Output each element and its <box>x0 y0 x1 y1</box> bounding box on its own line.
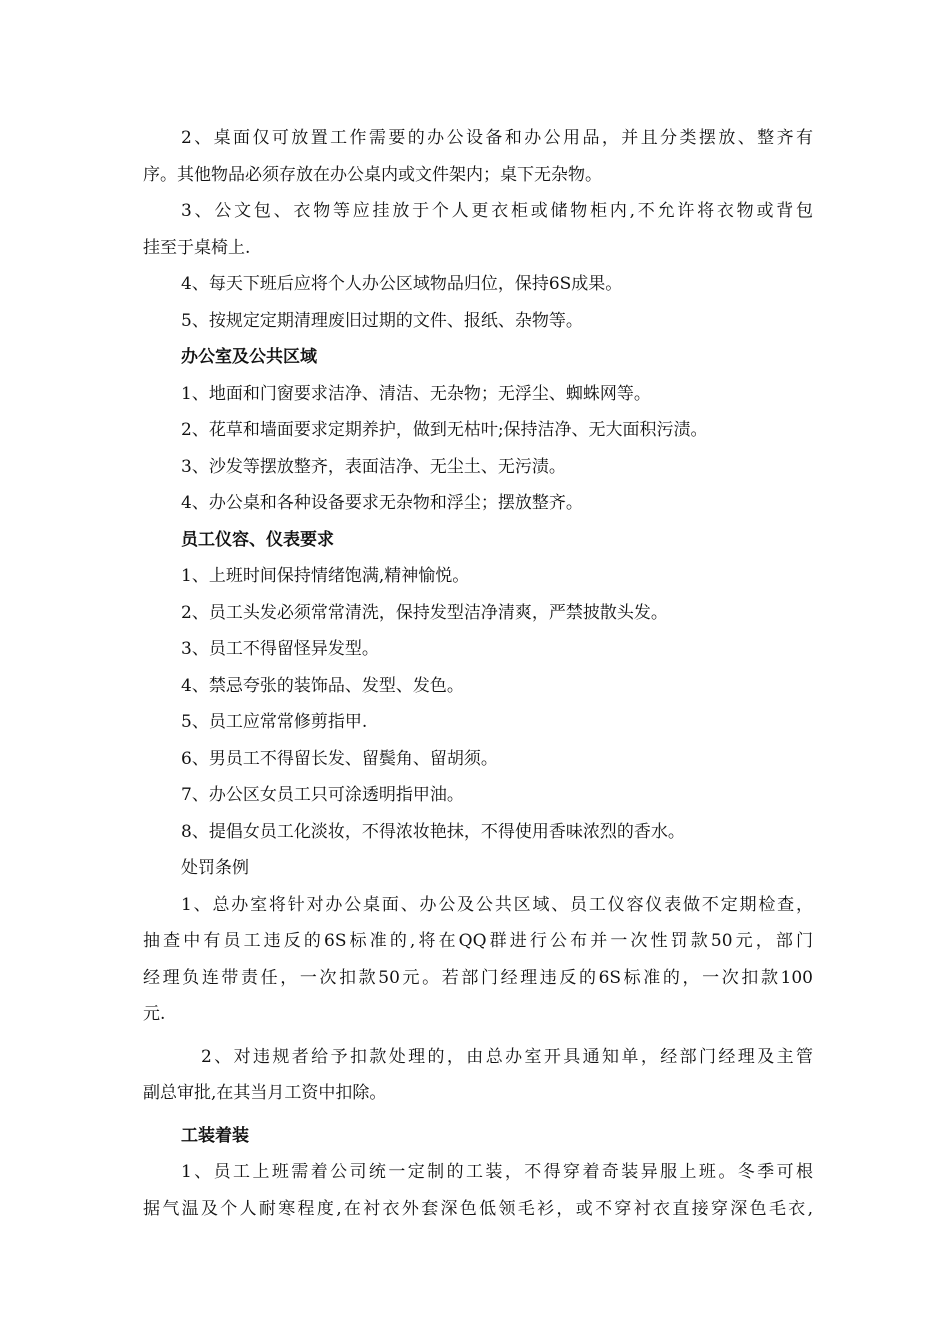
text-line: 1、总办室将针对办公桌面、办公及公共区域、员工仪容仪表做不定期检查， <box>181 894 813 915</box>
document-body <box>143 120 813 1227</box>
section-heading: 工装着装 <box>181 1125 249 1146</box>
text-line: 2、花草和墙面要求定期养护，做到无枯叶;保持洁净、无大面积污渍。 <box>181 420 708 440</box>
text-line: 1、员工上班需着公司统一定制的工装，不得穿着奇装异服上班。冬季可根 <box>181 1162 813 1182</box>
text-line: 3、公文包、衣物等应挂放于个人更衣柜或储物柜内,不允许将衣物或背包 <box>181 201 813 221</box>
section-heading: 员工仪容、仪表要求 <box>181 529 334 550</box>
text-line: 挂至于桌椅上. <box>143 237 251 258</box>
text-line: 2、对违规者给予扣款处理的，由总办室开具通知单，经部门经理及主管 <box>201 1046 813 1067</box>
text-line: 8、提倡女员工化淡妆，不得浓妆艳抹，不得使用香味浓烈的香水。 <box>181 821 685 842</box>
text-line: 4、禁忌夸张的装饰品、发型、发色。 <box>181 675 464 696</box>
text-line: 3、沙发等摆放整齐，表面洁净、无尘土、无污渍。 <box>181 456 566 477</box>
text-line: 7、办公区女员工只可涂透明指甲油。 <box>181 785 464 805</box>
text-line: 元. <box>143 1004 166 1024</box>
text-line: 2、员工头发必须常常清洗，保持发型洁净清爽，严禁披散头发。 <box>181 602 668 623</box>
section-heading: 办公室及公共区域 <box>181 347 317 367</box>
text-line: 序。其他物品必须存放在办公桌内或文件架内；桌下无杂物。 <box>143 164 602 185</box>
text-line: 经理负连带责任，一次扣款50元。若部门经理违反的6S标准的，一次扣款100 <box>143 967 813 988</box>
text-line: 副总审批,在其当月工资中扣除。 <box>143 1083 387 1103</box>
text-line: 5、员工应常常修剪指甲. <box>181 712 368 732</box>
text-line: 3、员工不得留怪异发型。 <box>181 639 379 659</box>
text-line: 抽查中有员工违反的6S标准的,将在QQ群进行公布并一次性罚款50元，部门 <box>143 931 813 951</box>
text-line: 1、地面和门窗要求洁净、清洁、无杂物；无浮尘、蜘蛛网等。 <box>181 383 651 404</box>
text-line: 4、办公桌和各种设备要求无杂物和浮尘；摆放整齐。 <box>181 493 583 513</box>
text-line: 4、每天下班后应将个人办公区域物品归位，保持6S成果。 <box>181 274 623 294</box>
text-line: 处罚条例 <box>181 858 249 878</box>
text-line: 5、按规定定期清理废旧过期的文件、报纸、杂物等。 <box>181 310 583 331</box>
text-line: 据气温及个人耐寒程度,在衬衣外套深色低领毛衫，或不穿衬衣直接穿深色毛衣, <box>143 1198 813 1219</box>
text-line: 2、桌面仅可放置工作需要的办公设备和办公用品，并且分类摆放、整齐有 <box>181 128 813 148</box>
text-line: 6、男员工不得留长发、留鬓角、留胡须。 <box>181 748 498 769</box>
text-line: 1、上班时间保持情绪饱满,精神愉悦。 <box>181 566 470 586</box>
